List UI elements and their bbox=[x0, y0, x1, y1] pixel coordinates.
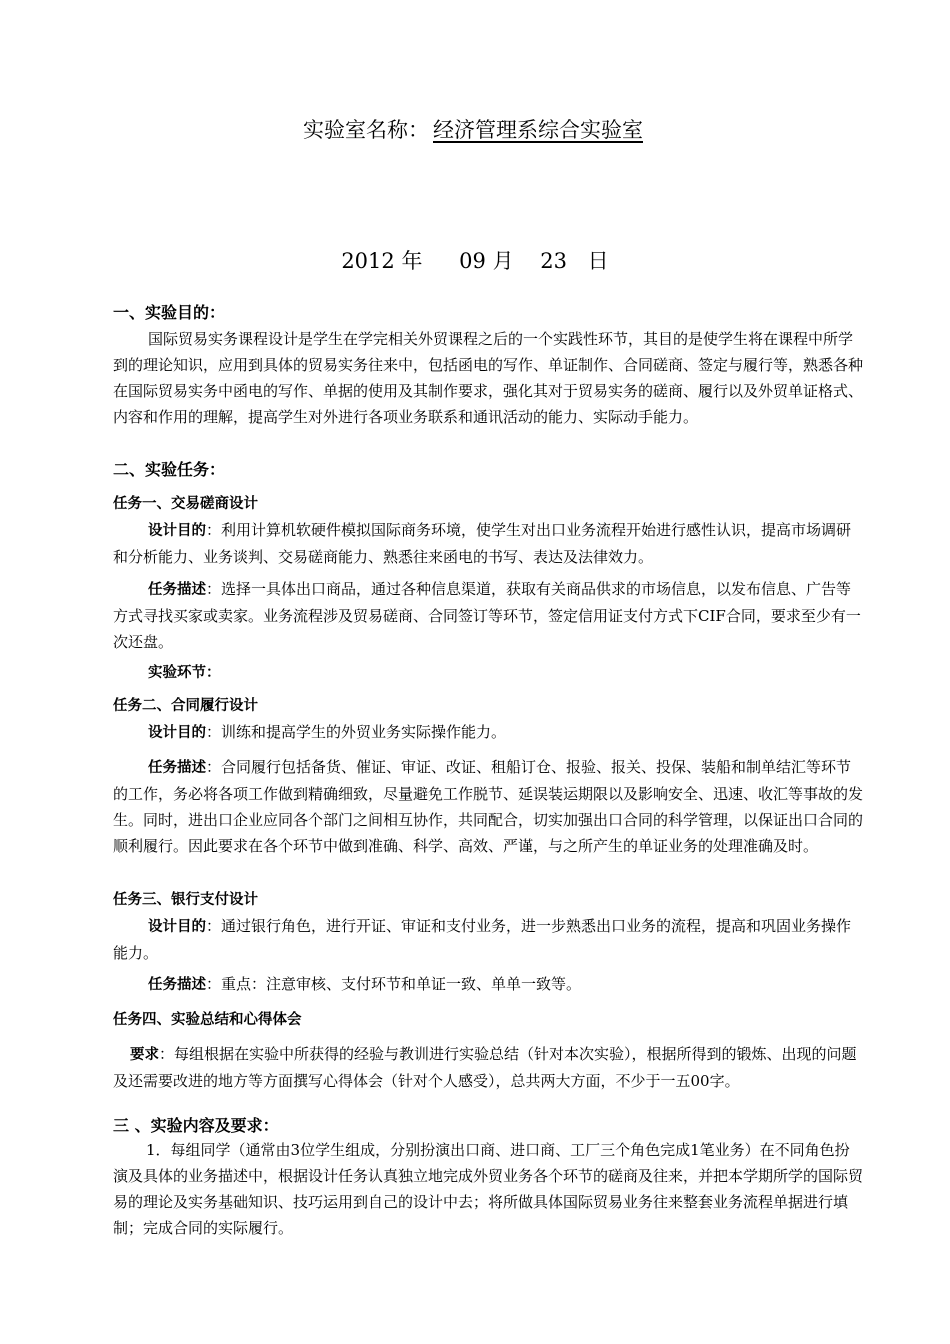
task-requirement: 要求：每组根据在实验中所获得的经验与教训进行实验总结（针对本次实验），根据所得到的锻炼、出现的问题及还需要改进的地方等方面撰写心得体会（针对个人感受），总共两大方面，不少于一五00字。 bbox=[113, 1045, 857, 1090]
section-heading: 三 、实验内容及要求： bbox=[113, 1116, 279, 1135]
section-heading: 一、实验目的： bbox=[113, 303, 226, 322]
task-2 bbox=[113, 693, 863, 746]
section-heading: 二、实验任务： bbox=[113, 460, 226, 479]
task-purpose: 设计目的：通过银行角色，进行开证、审证和支付业务，进一步熟悉出口业务的流程，提高和巩固业务操作能力。 bbox=[113, 917, 852, 962]
date-day-unit: 日 bbox=[587, 249, 609, 273]
section-tasks bbox=[113, 457, 863, 483]
task-title: 任务三、银行支付设计 bbox=[113, 892, 258, 908]
report-date bbox=[0, 245, 950, 275]
task-purpose: 设计目的：训练和提高学生的外贸业务实际操作能力。 bbox=[148, 723, 507, 741]
date-day: 23 bbox=[540, 249, 567, 273]
task-title: 任务四、实验总结和心得体会 bbox=[113, 1012, 302, 1028]
lab-name-line bbox=[0, 114, 950, 144]
section-item-1: 1．每组同学（通常由3位学生组成，分别扮演出口商、进口商、工厂三个角色完成1笔业务）在不同角色扮演及具体的业务描述中，根据设计任务认真独立地完成外贸业务各个环节的磋商及往来，并把本学期所学的国际贸易的理论及实务基础知识、技巧运用到自己的设计中去；将所做具体国际贸易业务往来整套业务流程单据进行填制；完成合同的实际履行。 bbox=[113, 1141, 864, 1237]
task-description: 任务描述：选择一具体出口商品，通过各种信息渠道，获取有关商品供求的市场信息，以发布信息、广告等方式寻找买家或卖家。业务流程涉及贸易磋商、合同签订等环节，签定信用证支付方式下CIF合同，要求至少有一次还盘。 bbox=[113, 580, 861, 651]
task-1-steps bbox=[113, 660, 863, 686]
section-content bbox=[113, 1115, 863, 1241]
task-1 bbox=[113, 491, 863, 570]
task-description: 任务描述：合同履行包括备货、催证、审证、改证、租船订仓、报验、报关、投保、装船和制单结汇等环节的工作，务必将各项工作做到精确细致，尽量避免工作脱节、延误装运期限以及影响安全、迅速、收汇等事故的发生。同时，进出口企业应同各个部门之间相互协作，共同配合，切实加强出口合同的科学管理，以保证出口合同的顺利履行。因此要求在各个环节中做到准确、科学、高效、严谨，与之所产生的单证业务的处理准确及时。 bbox=[113, 758, 864, 855]
task-3 bbox=[113, 887, 863, 966]
date-year-unit: 年 bbox=[401, 249, 423, 273]
date-year: 2012 bbox=[341, 249, 395, 273]
task-steps-label: 实验环节： bbox=[148, 665, 221, 681]
task-2-desc bbox=[113, 754, 863, 859]
lab-name-label: 实验室名称： bbox=[303, 118, 429, 142]
date-month-unit: 月 bbox=[492, 249, 514, 273]
task-description: 任务描述：重点：注意审核、支付环节和单证一致、单单一致等。 bbox=[148, 975, 582, 993]
lab-name-value: 经济管理系综合实验室 bbox=[433, 118, 643, 142]
task-purpose: 设计目的：利用计算机软硬件模拟国际商务环境，使学生对出口业务流程开始进行感性认识，提高市场调研和分析能力、业务谈判、交易磋商能力、熟悉往来函电的书写、表达及法律效力。 bbox=[113, 521, 852, 566]
task-4-req bbox=[113, 1041, 863, 1094]
section-body: 国际贸易实务课程设计是学生在学完相关外贸课程之后的一个实践性环节，其目的是使学生将在课程中所学到的理论知识，应用到具体的贸易实务往来中，包括函电的写作、单证制作、合同磋商、签定与履行等，熟悉各种在国际贸易实务中函电的写作、单据的使用及其制作要求，强化其对于贸易实务的磋商、履行以及外贸单证格式、内容和作用的理解，提高学生对外进行各项业务联系和通讯活动的能力、实际动手能力。 bbox=[113, 330, 864, 426]
task-3-desc bbox=[113, 971, 863, 998]
section-purpose bbox=[113, 300, 863, 430]
task-title: 任务二、合同履行设计 bbox=[113, 698, 258, 714]
date-month: 09 bbox=[459, 249, 486, 273]
task-1-desc bbox=[113, 576, 863, 655]
task-title: 任务一、交易磋商设计 bbox=[113, 496, 258, 512]
task-4 bbox=[113, 1007, 863, 1033]
